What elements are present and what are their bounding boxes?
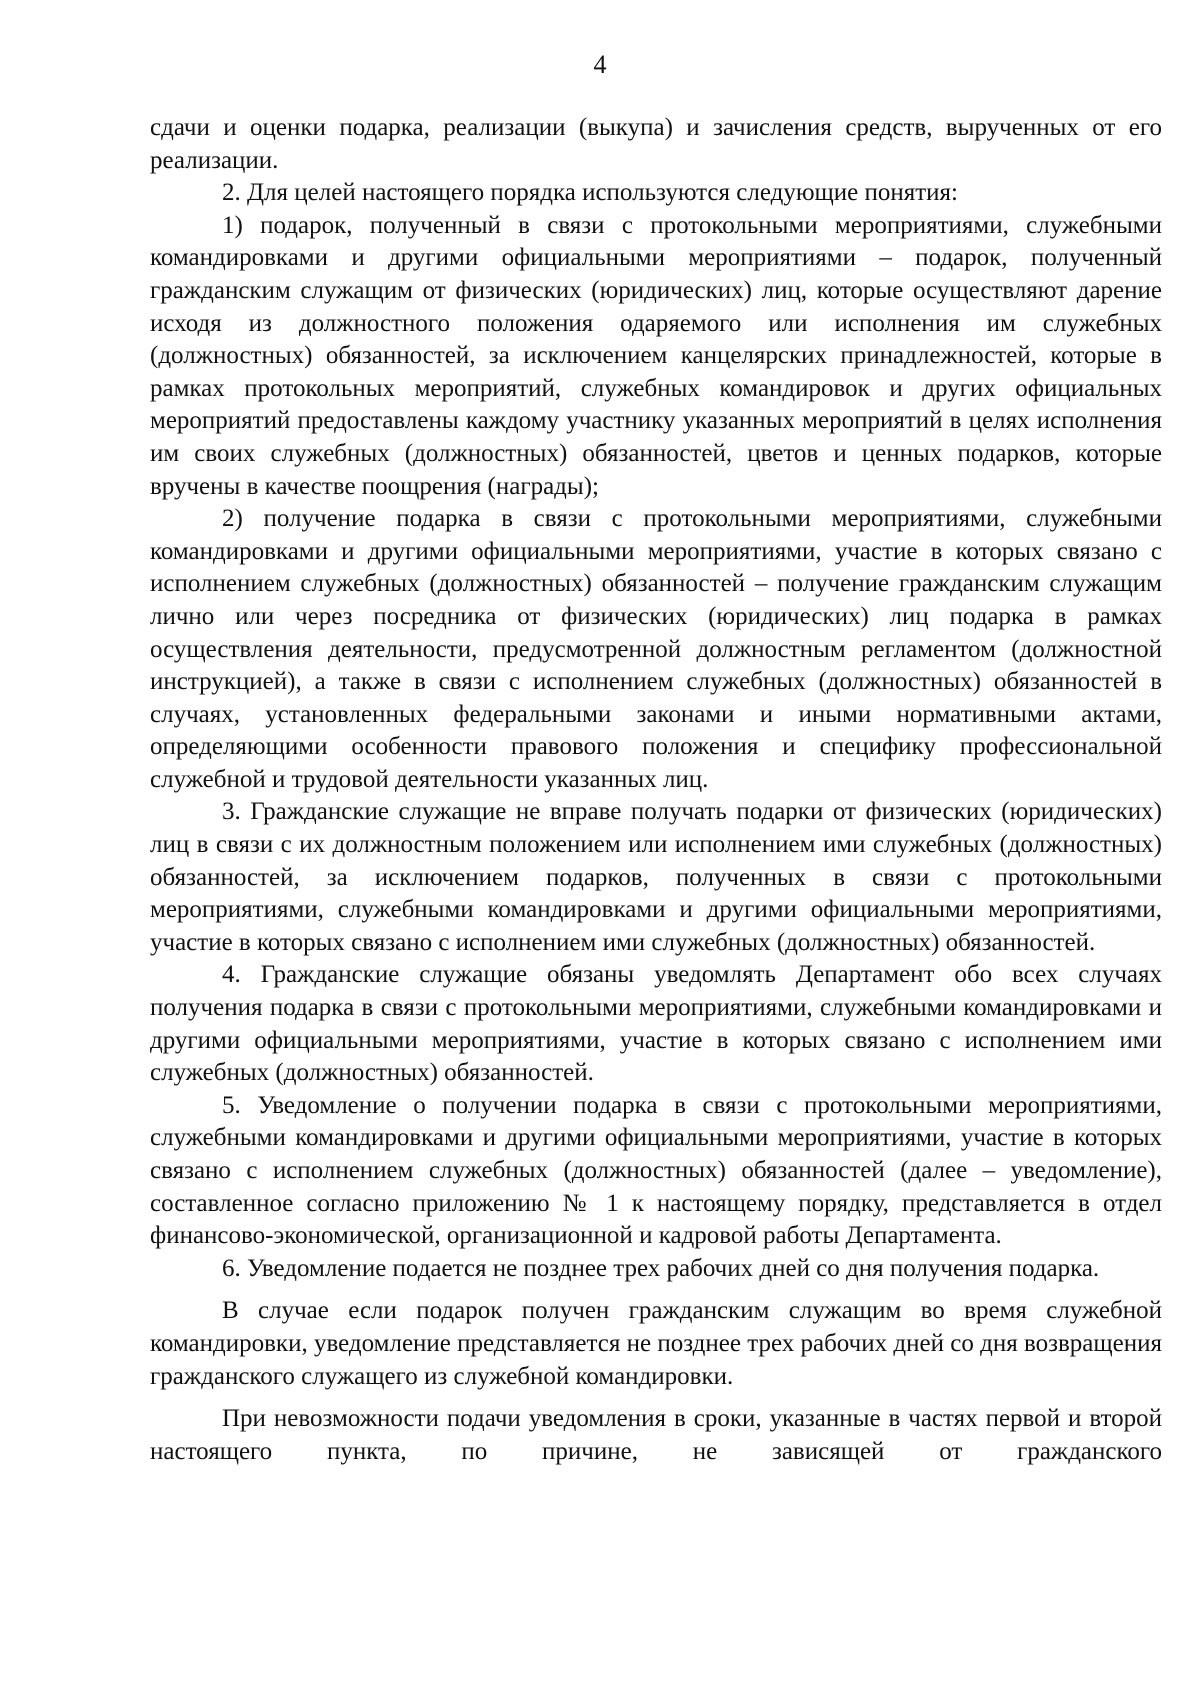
paragraph-clause-4: 4. Гражданские служащие обязаны уведомлять Департамент обо всех случаях получения подарка в связи с протокольными мероприятиями, служебными командировками и другими официальными мероприятиями, участие в которых связано с исполнением ими служебных (должностных) обязанностей. — [150, 961, 1162, 1087]
paragraph-clause-3: 3. Гражданские служащие не вправе получать подарки от физических (юридических) лиц в связи с их должностным положением или исполнением ими служебных (должностных) обязанностей, за исключением подарков, полученных в связи с протокольными мероприятиями, служебными командировками и другими официальными мероприятиями, участие в которых связано с исполнением ими служебных (должностных) обязанностей. — [150, 798, 1162, 956]
paragraph-clause-6-part-3: При невозможности подачи уведомления в сроки, указанные в частях первой и второй настоящего пункта, по причине, не зависящей от гражданского — [150, 1405, 1162, 1465]
paragraph-clause-6: 6. Уведомление подается не позднее трех рабочих дней со дня получения подарка. — [222, 1254, 1100, 1282]
document-body — [150, 112, 1162, 1468]
paragraph-clause-6-part-2: В случае если подарок получен гражданским служащим во время служебной командировки, уведомление представляется не позднее трех рабочих дней со дня возвращения гражданского служащего из служебной командировки. — [150, 1297, 1162, 1390]
paragraph-clause-2-item-1: 1) подарок, полученный в связи с протокольными мероприятиями, служебными командировками и другими официальными мероприятиями – подарок, полученный гражданским служащим от физических (юридических) лиц, которые осуществляют дарение исходя из должностного положения одаряемого или исполнения им служебных (должностных) обязанностей, за исключением канцелярских принадлежностей, которые в рамках протокольных мероприятий, служебных командировок и других официальных мероприятий предоставлены каждому участнику указанных мероприятий в целях исполнения им своих служебных (должностных) обязанностей, цветов и ценных подарков, которые вручены в качестве поощрения (награды); — [150, 211, 1162, 500]
paragraph-continuation: сдачи и оценки подарка, реализации (выкупа) и зачисления средств, вырученных от его реализации. — [150, 114, 1162, 174]
paragraph-clause-2: 2. Для целей настоящего порядка используются следующие понятия: — [222, 179, 958, 207]
paragraph-clause-5: 5. Уведомление о получении подарка в связи с протокольными мероприятиями, служебными командировками и другими официальными мероприятиями, участие в которых связано с исполнением служебных (должностных) обязанностей (далее – уведомление), составленное согласно приложению № 1 к настоящему порядку, представляется в отдел финансово-экономической, организационной и кадровой работы Департамента. — [150, 1091, 1162, 1250]
paragraph-clause-2-item-2: 2) получение подарка в связи с протокольными мероприятиями, служебными командировками и другими официальными мероприятиями, участие в которых связано с исполнением служебных (должностных) обязанностей – получение гражданским служащим лично или через посредника от физических (юридических) лиц подарка в рамках осуществления деятельности, предусмотренной должностным регламентом (должностной инструкцией), а также в связи с исполнением служебных (должностных) обязанностей в случаях, установленных федеральными законами и иными нормативными актами, определяющими особенности правового положения и специфику профессиональной служебной и трудовой деятельности указанных лиц. — [150, 505, 1162, 793]
page-number: 4 — [593, 50, 607, 79]
